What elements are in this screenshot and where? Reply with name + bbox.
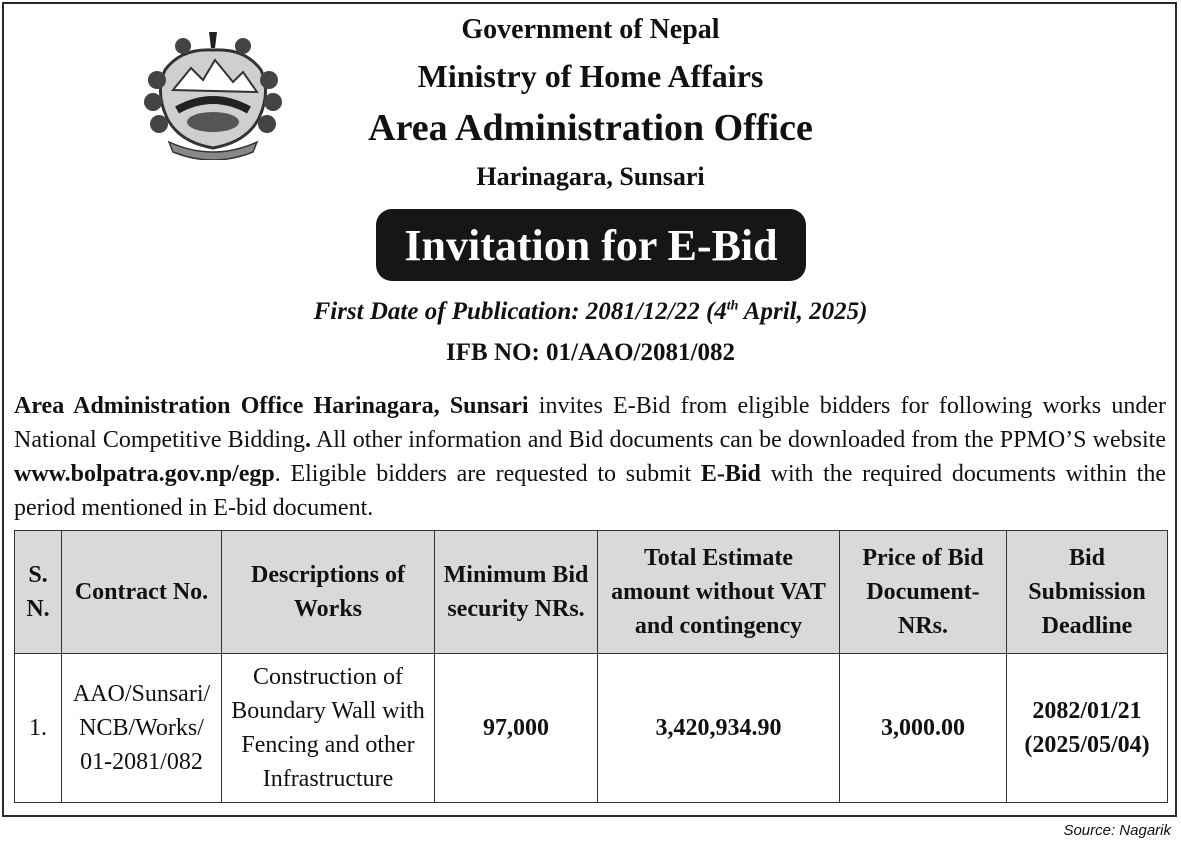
header-government: Government of Nepal [461, 14, 720, 45]
header-location: Harinagara, Sunsari [476, 162, 705, 191]
col-description: Descriptions of Works [222, 531, 435, 654]
col-bid-security: Minimum Bid security NRs. [435, 531, 598, 654]
header-office: Area Administration Office [368, 107, 813, 149]
table-row [15, 654, 1168, 803]
website-link[interactable]: www.bolpatra.gov.np/egp [14, 461, 275, 487]
col-contract: Contract No. [62, 531, 222, 654]
col-deadline: Bid Submission Deadline [1007, 531, 1168, 654]
cell-sn: 1. [15, 654, 62, 803]
source-credit: Source: Nagarik [1063, 822, 1171, 839]
col-price: Price of Bid Document- NRs. [840, 531, 1007, 654]
cell-contract: AAO/Sunsari/ NCB/Works/ 01-2081/082 [62, 654, 222, 803]
col-sn: S. N. [15, 531, 62, 654]
cell-bid-security: 97,000 [435, 654, 598, 803]
office-name: Area Administration Office Harinagara, Sunsari [14, 393, 529, 419]
cell-price: 3,000.00 [840, 654, 1007, 803]
cell-description: Construction of Boundary Wall with Fencing and other Infrastructure [222, 654, 435, 803]
notice-body: Area Administration Office Harinagara, Sunsari invites E-Bid from eligible bidders for following works under National Competitive Bidding. All other information and Bid documents can be downloaded from the PPMO’S website www.bolpatra.gov.np/egp. Eligible bidders are requested to submit E-Bid with the required documents within the period mentioned in E-bid document. [14, 393, 1167, 521]
col-estimate: Total Estimate amount without VAT and contingency [598, 531, 840, 654]
cell-estimate: 3,420,934.90 [598, 654, 840, 803]
ifb-number: IFB NO: 01/AAO/2081/082 [446, 339, 735, 366]
notice-title: Invitation for E-Bid [404, 220, 778, 270]
cell-deadline: 2082/01/21 (2025/05/04) [1007, 654, 1168, 803]
bid-table [14, 530, 1168, 803]
header-ministry: Ministry of Home Affairs [417, 58, 764, 94]
publication-date: First Date of Publication: 2081/12/22 (4th April, 2025) [313, 298, 868, 325]
notice-title-banner [376, 209, 806, 281]
table-header-row [15, 531, 1168, 654]
